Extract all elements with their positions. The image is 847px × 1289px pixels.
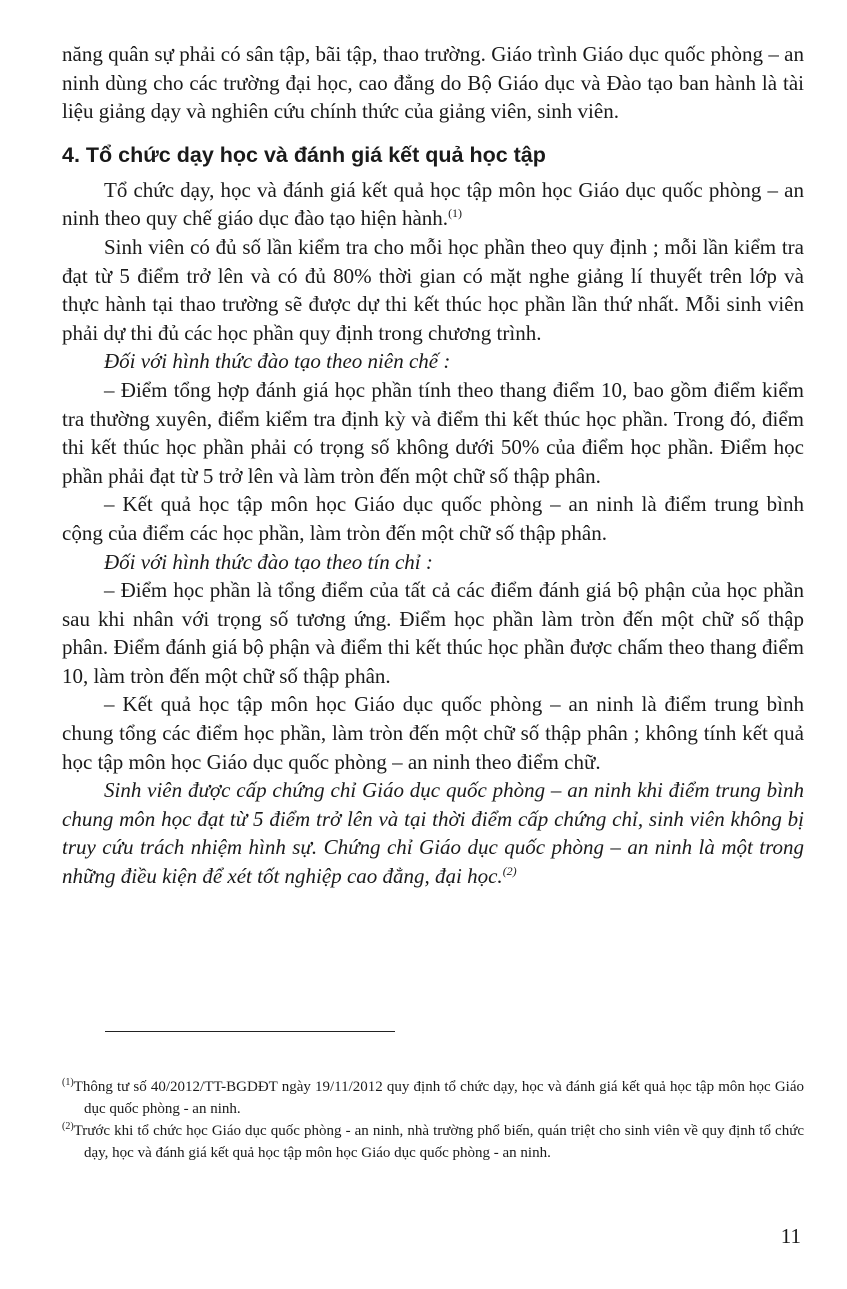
paragraph-organization — [62, 176, 804, 233]
paragraph-certificate — [62, 776, 804, 890]
paragraph-credit-module-score: – Điểm học phần là tổng điểm của tất cả các điểm đánh giá bộ phận của học phần sau khi nhân với trọng số tương ứng. Điểm học phần làm tròn đến một chữ số thập phân. Điểm đánh giá bộ phận và điểm thi kết thúc học phần được chấm theo thang điểm 10, làm tròn đến một chữ số thập phân. — [62, 578, 804, 688]
footnote-ref-1: (1) — [448, 206, 463, 221]
paragraph-credit-result: – Kết quả học tập môn học Giáo dục quốc phòng – an ninh là điểm trung bình chung tổng các điểm học phần, làm tròn đến một chữ số thập phân ; không tính kết quả học tập môn học Giáo dục quốc phòng – an ninh theo điểm chữ. — [62, 692, 804, 774]
footnote-1 — [62, 1076, 804, 1120]
footnote-mark-1: (1) — [62, 1077, 74, 1088]
section-heading: 4. Tổ chức dạy học và đánh giá kết quả học tập — [62, 142, 546, 167]
paragraph-exam-eligibility: Sinh viên có đủ số lần kiểm tra cho mỗi học phần theo quy định ; mỗi lần kiểm tra đạt từ 5 điểm trở lên và có đủ 80% thời gian có mặt nghe giảng lí thuyết trên lớp và thực hành tại thao trường sẽ được dự thi kết thúc học phần lần thứ nhất. Mỗi sinh viên phải dự thi đủ các học phần quy định trong chương trình. — [62, 234, 804, 345]
subheading-annual-system: Đối với hình thức đào tạo theo niên chế : — [104, 349, 451, 374]
footnotes — [62, 1076, 804, 1164]
paragraph-annual-module-score: – Điểm tổng hợp đánh giá học phần tính theo thang điểm 10, bao gồm điểm kiểm tra thường xuyên, điểm kiểm tra định kỳ và điểm thi kết thúc học phần. Trong đó, điểm thi kết thúc học phần phải có trọng số không dưới 50% của điểm học phần. Điểm học phần phải đạt từ 5 trở lên và làm tròn đến một chữ số thập phân. — [62, 377, 804, 488]
paragraph-annual-result: – Kết quả học tập môn học Giáo dục quốc phòng – an ninh là điểm trung bình cộng của điểm các học phần, làm tròn đến một chữ số thập phân. — [62, 492, 804, 545]
paragraph-organization-text: Tổ chức dạy, học và đánh giá kết quả học tập môn học Giáo dục quốc phòng – an ninh theo quy chế giáo dục đào tạo hiện hành. — [62, 177, 804, 231]
footnote-text-2: Trước khi tổ chức học Giáo dục quốc phòng - an ninh, nhà trường phổ biến, quán triệt cho sinh viên về quy định tổ chức dạy, học và đánh giá kết quả học tập môn học Giáo dục quốc phòng - an ninh. — [73, 1123, 804, 1161]
footnote-2 — [62, 1120, 804, 1164]
page-number: 11 — [780, 1224, 801, 1248]
footnote-mark-2: (2) — [62, 1121, 74, 1132]
paragraph-intro: năng quân sự phải có sân tập, bãi tập, thao trường. Giáo trình Giáo dục quốc phòng – an ninh dùng cho các trường đại học, cao đẳng do Bộ Giáo dục và Đào tạo ban hành là tài liệu giảng dạy và nghiên cứu chính thức của giảng viên, sinh viên. — [62, 42, 804, 124]
footnote-ref-2: (2) — [502, 864, 517, 879]
paragraph-certificate-text: Sinh viên được cấp chứng chỉ Giáo dục quốc phòng – an ninh khi điểm trung bình chung môn học đạt từ 5 điểm trở lên và tại thời điểm cấp chứng chỉ, sinh viên không bị truy cứu trách nhiệm hình sự. Chứng chỉ Giáo dục quốc phòng – an ninh là một trong những điều kiện để xét tốt nghiệp cao đẳng, đại học. — [62, 778, 804, 889]
footnote-text-1: Thông tư số 40/2012/TT-BGDĐT ngày 19/11/2012 quy định tổ chức dạy, học và đánh giá kết quả học tập môn học Giáo dục quốc phòng - an ninh. — [73, 1079, 804, 1117]
footnote-divider — [105, 1031, 395, 1032]
subheading-credit-system: Đối với hình thức đào tạo theo tín chỉ : — [104, 549, 433, 574]
page-body — [62, 40, 804, 891]
